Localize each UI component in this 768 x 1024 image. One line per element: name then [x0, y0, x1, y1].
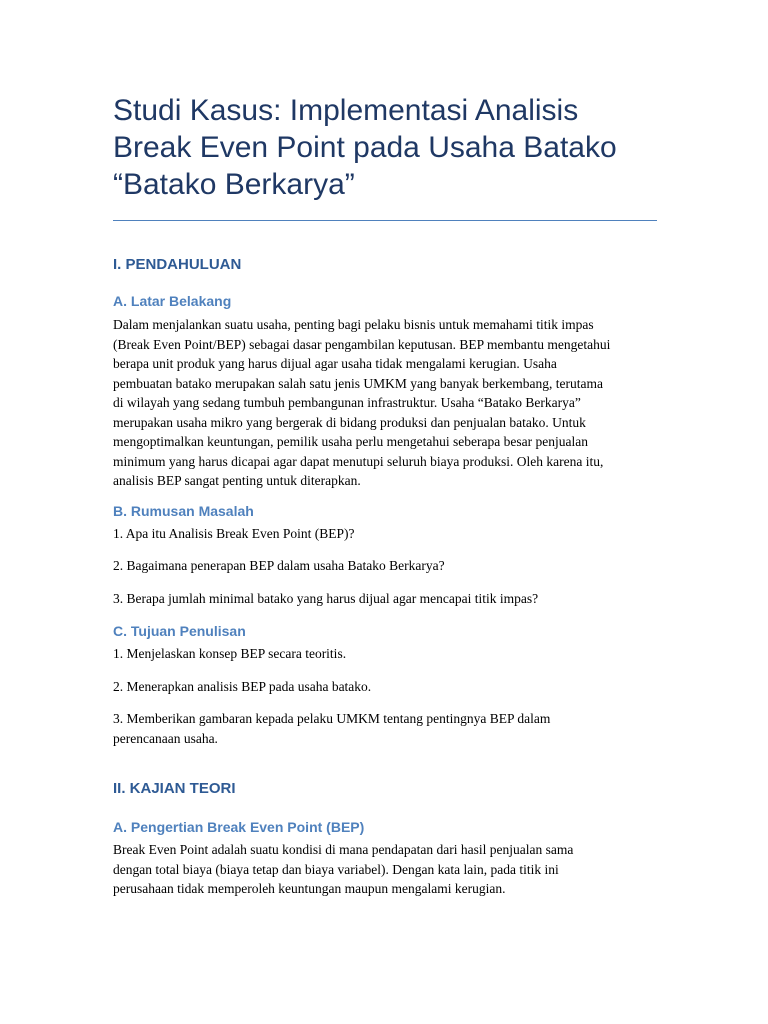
section-heading-kajian-teori: II. KAJIAN TEORI	[113, 780, 236, 797]
text-line: di wilayah yang sedang tumbuh pembangunan infrastruktur. Usaha “Batako Berkarya”	[113, 395, 581, 410]
text-line: merupakan usaha mikro yang bergerak di bidang produksi dan penjualan batako. Untuk	[113, 414, 586, 430]
title-divider	[113, 220, 657, 221]
title-line: Studi Kasus: Implementasi Analisis	[113, 94, 579, 127]
title-line: Break Even Point pada Usaha Batako	[113, 131, 617, 164]
list-item: 2. Menerapkan analisis BEP pada usaha batako.	[113, 679, 372, 694]
text-line: Break Even Point adalah suatu kondisi di mana pendapatan dari hasil penjualan sama	[113, 842, 574, 857]
paragraph-latar-belakang	[113, 315, 661, 491]
subheading-latar-belakang: A. Latar Belakang	[113, 293, 232, 309]
text-line: analisis BEP sangat penting untuk diterapkan.	[113, 473, 361, 488]
list-item: 1. Menjelaskan konsep BEP secara teoritis.	[113, 646, 347, 661]
text-line: pembuatan batako merupakan salah satu jenis UMKM yang banyak berkembang, terutama	[113, 375, 603, 391]
subheading-rumusan-masalah: B. Rumusan Masalah	[113, 503, 254, 519]
subheading-pengertian-bep: A. Pengertian Break Even Point (BEP)	[113, 819, 365, 835]
list-item: 2. Bagaimana penerapan BEP dalam usaha Batako Berkarya?	[113, 558, 445, 573]
text-line: berapa unit produk yang harus dijual agar usaha tidak mengalami kerugian. Usaha	[113, 356, 557, 371]
list-item: 1. Apa itu Analisis Break Even Point (BEP)?	[113, 526, 355, 541]
text-line: perencanaan usaha.	[113, 730, 218, 746]
text-line: dengan total biaya (biaya tetap dan biaya variabel). Dengan kata lain, pada titik ini	[113, 861, 559, 877]
text-line: mengoptimalkan keuntungan, pemilik usaha perlu mengetahui seberapa besar penjualan	[113, 434, 588, 449]
subheading-tujuan-penulisan: C. Tujuan Penulisan	[113, 623, 246, 639]
text-line: 3. Memberikan gambaran kepada pelaku UMKM tentang pentingnya BEP dalam	[113, 711, 551, 726]
paragraph-pengertian-bep	[113, 840, 661, 899]
text-line: minimum yang harus dicapai agar dapat menutupi seluruh biaya produksi. Oleh karena itu,	[113, 453, 604, 469]
list-item: 3. Berapa jumlah minimal batako yang harus dijual agar mencapai titik impas?	[113, 591, 539, 606]
document-title	[113, 92, 673, 203]
text-line: Dalam menjalankan suatu usaha, penting bagi pelaku bisnis untuk memahami titik impas	[113, 317, 594, 332]
text-line: perusahaan tidak memperoleh keuntungan maupun mengalami kerugian.	[113, 881, 506, 896]
text-line: (Break Even Point/BEP) sebagai dasar pengambilan keputusan. BEP membantu mengetahui	[113, 336, 611, 352]
title-line: “Batako Berkarya”	[113, 168, 355, 201]
list-item	[113, 709, 661, 748]
section-heading-pendahuluan: I. PENDAHULUAN	[113, 256, 242, 273]
